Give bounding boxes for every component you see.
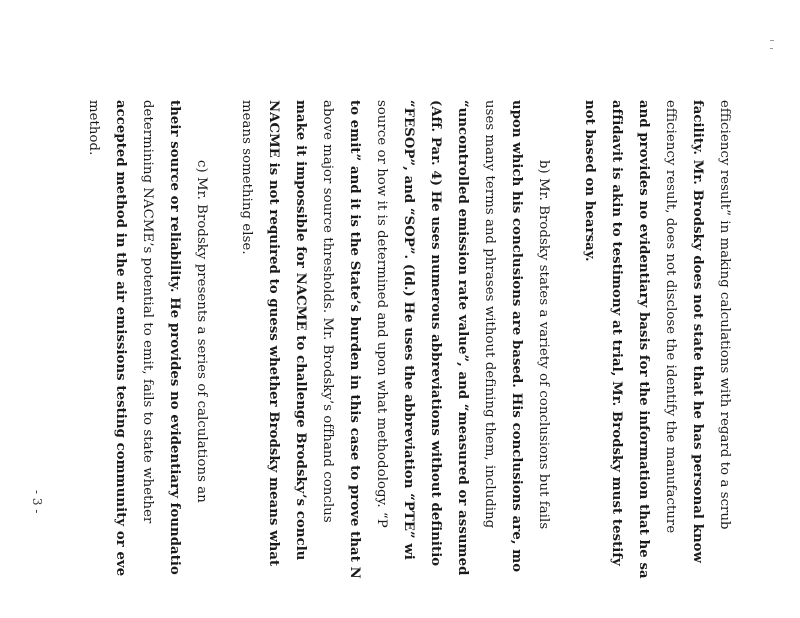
text-line: b) Mr. Brodsky states a variety of conclusions but fails [536, 160, 551, 530]
text-line: “FESOP”, and “SOP”. (Id.) He uses the abbreviation “PTE” wi [401, 100, 416, 560]
text-line: NACME is not required to guess whether Brodsky means what [266, 100, 281, 567]
text-line: upon which his conclusions are based. His conclusions are, mo [509, 100, 524, 573]
page-number: - 3 - [30, 490, 44, 514]
text-line: not based on hearsay. [582, 100, 597, 262]
text-line: source or how it is determined and upon what methodology. “P [374, 100, 389, 528]
text-line: and provides no evidentiary basis for the information that he sa [636, 100, 651, 579]
text-line: method. [86, 100, 101, 156]
text-line: (Aff. Par. 4) He uses numerous abbreviations without definitio [428, 100, 443, 567]
scan-speck [770, 40, 774, 41]
text-line: c) Mr. Brodsky presents a series of calculations an [194, 160, 209, 503]
text-line: affidavit is akin to testimony at trial, Mr. Brodsky must testify [609, 100, 624, 566]
text-line: above major source thresholds. Mr. Brodsky’s offhand conclus [320, 100, 335, 523]
text-line: facility. Mr. Brodsky does not state that he has personal know [690, 100, 705, 563]
text-line: “uncontrolled emission rate value”, and “measured or assumed [455, 100, 470, 576]
text-line: to emit” and it is the State’s burden in this case to prove that N [347, 100, 362, 579]
text-line: efficiency result, does not disclose the identify the manufacture [663, 100, 678, 534]
text-line: means something else. [239, 100, 254, 255]
scan-speck [770, 48, 773, 49]
text-line: efficiency result” in making calculations with regard to a scrub [717, 100, 732, 530]
text-line: make it impossible for NACME to challenge Brodsky’s conclu [293, 100, 308, 561]
text-line: accepted method in the air emissions testing community or eve [113, 100, 128, 577]
text-line: their source or reliability. He provides no evidentiary foundatio [167, 100, 182, 575]
text-line: determining NACME’s potential to emit, fails to state whether [140, 100, 155, 524]
text-line: uses many terms and phrases without defining them, including [482, 100, 497, 529]
